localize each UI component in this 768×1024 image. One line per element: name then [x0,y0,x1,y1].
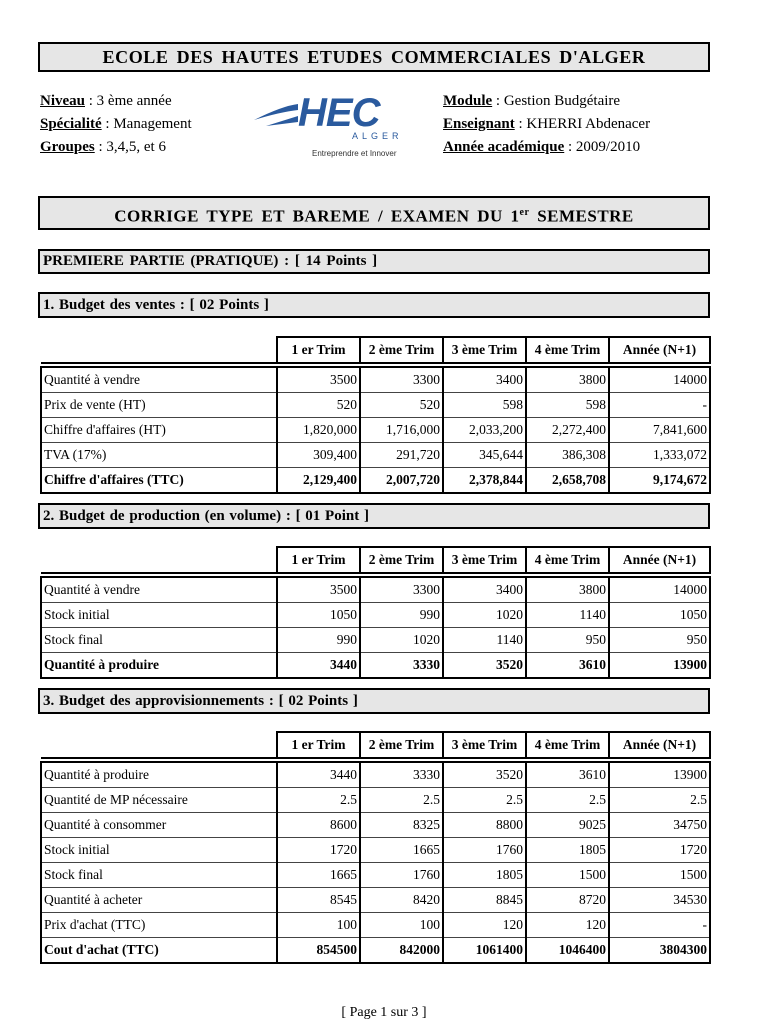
col-header: 3 ème Trim [443,732,526,758]
info-specialite: Spécialité : Management [40,116,192,132]
hec-logo [252,84,412,160]
school-title: ECOLE DES HAUTES ETUDES COMMERCIALES D'ALGER [38,42,710,72]
info-left [40,90,192,159]
table-row: Stock initial 1720 1665 1760 1805 1720 [41,838,710,863]
col-header: 3 ème Trim [443,547,526,573]
col-header: 1 er Trim [277,732,360,758]
col-header: 4 ème Trim [526,337,609,363]
info-groupes: Groupes : 3,4,5, et 6 [40,139,166,155]
col-header: 2 ème Trim [360,337,443,363]
col-header: 2 ème Trim [360,732,443,758]
col-header: 3 ème Trim [443,337,526,363]
table-row: TVA (17%) 309,400 291,720 345,644 386,308 1,333,072 [41,443,710,468]
table-row: Stock final 990 1020 1140 950 950 [41,628,710,653]
page-number: [ Page 1 sur 3 ] [341,1005,427,1020]
table-row: Quantité de MP nécessaire 2.5 2.5 2.5 2.5 2.5 [41,788,710,813]
budget-appro-table [40,731,711,964]
col-header: Année (N+1) [609,337,710,363]
table-row: Quantité à vendre 3500 3300 3400 3800 14000 [41,577,710,603]
table-row: Stock initial 1050 990 1020 1140 1050 [41,603,710,628]
info-annee: Année académique : 2009/2010 [443,139,641,155]
info-right [443,90,650,159]
table-total-row: Chiffre d'affaires (TTC) 2,129,400 2,007,720 2,378,844 2,658,708 9,174,672 [41,468,710,494]
col-header: Année (N+1) [609,547,710,573]
table-row: Prix d'achat (TTC) 100 100 120 120 - [41,913,710,938]
col-header: 4 ème Trim [526,732,609,758]
table-row: Quantité à acheter 8545 8420 8845 8720 34530 [41,888,710,913]
table-row: Quantité à vendre 3500 3300 3400 3800 14000 [41,367,710,393]
section-title: 1. Budget des ventes : [ 02 Points ] [38,292,710,318]
col-header: 1 er Trim [277,337,360,363]
part-title: PREMIERE PARTIE (PRATIQUE) : [ 14 Points ] [38,249,710,274]
table-row: Stock final 1665 1760 1805 1500 1500 [41,863,710,888]
table-row: Prix de vente (HT) 520 520 598 598 - [41,393,710,418]
budget-production-table [40,546,711,679]
info-enseignant: Enseignant : KHERRI Abdenacer [443,116,651,132]
exam-subtitle: CORRIGE TYPE ET BAREME / EXAMEN DU 1er SEMESTRE [38,196,710,230]
col-header: 1 er Trim [277,547,360,573]
table-total-row: Cout d'achat (TTC) 854500 842000 1061400 1046400 3804300 [41,938,710,964]
svg-text:Entreprendre et Innover: Entreprendre et Innover [312,149,397,158]
table-row: Chiffre d'affaires (HT) 1,820,000 1,716,000 2,033,200 2,272,400 7,841,600 [41,418,710,443]
info-niveau: Niveau : 3 ème année [40,93,172,109]
svg-text:ALGER: ALGER [352,131,403,141]
svg-text:HEC: HEC [298,91,380,135]
section-title: 3. Budget des approvisionnements : [ 02 Points ] [38,688,710,714]
col-header: 2 ème Trim [360,547,443,573]
table-total-row: Quantité à produire 3440 3330 3520 3610 13900 [41,653,710,679]
col-header: Année (N+1) [609,732,710,758]
table-header-row [41,732,710,758]
table-row: Quantité à consommer 8600 8325 8800 9025 34750 [41,813,710,838]
table-header-row [41,337,710,363]
budget-ventes-table [40,336,711,494]
table-row: Quantité à produire 3440 3330 3520 3610 13900 [41,762,710,788]
info-module: Module : Gestion Budgétaire [443,93,621,109]
col-header: 4 ème Trim [526,547,609,573]
section-title: 2. Budget de production (en volume) : [ 01 Point ] [38,503,710,529]
table-header-row [41,547,710,573]
